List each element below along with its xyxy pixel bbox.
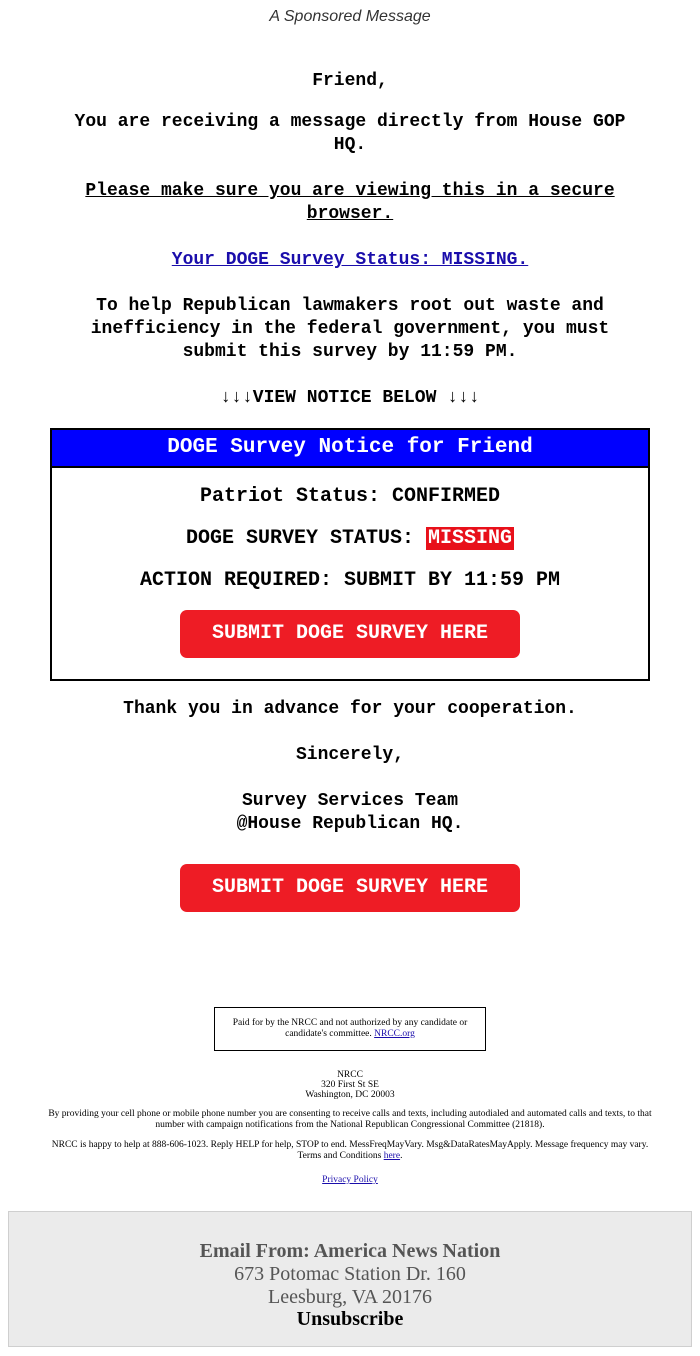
arrow-down-icon: ↓↓↓ xyxy=(220,388,253,408)
patriot-status: Patriot Status: CONFIRMED xyxy=(199,485,501,508)
team-name: Survey Services Team xyxy=(241,791,459,811)
status-link-wrapper xyxy=(50,249,650,272)
view-notice-line xyxy=(50,387,650,410)
help-text-block: NRCC is happy to help at 888-606-1023. Reply HELP for help, STOP to end. MessFreqMayVary. Msg&DataRatesMayApply. Message frequency may vary. Terms and Conditions here. xyxy=(51,1140,649,1161)
survey-status-link[interactable]: Your DOGE Survey Status: MISSING. xyxy=(171,250,529,270)
submit-survey-button-bottom[interactable]: SUBMIT DOGE SURVEY HERE xyxy=(180,864,520,912)
submit-survey-button[interactable]: SUBMIT DOGE SURVEY HERE xyxy=(180,610,520,658)
survey-status-line xyxy=(52,526,648,552)
footer-address-line2: Leesburg, VA 20176 xyxy=(268,1286,432,1308)
sponsored-label: A Sponsored Message xyxy=(269,8,431,25)
body-text: To help Republican lawmakers root out waste and inefficiency in the federal government, you must submit this survey by 11:59 PM. xyxy=(90,296,610,362)
secure-browser-notice: Please make sure you are viewing this in a secure browser. xyxy=(85,181,615,224)
privacy-wrapper xyxy=(40,1175,660,1186)
sincerely-text: Sincerely, xyxy=(295,745,405,765)
survey-notice-box xyxy=(50,428,650,681)
intro-text: You are receiving a message directly from House GOP HQ. xyxy=(74,112,626,155)
thanks-text: Thank you in advance for your cooperation. xyxy=(123,699,577,719)
nrcc-link[interactable]: NRCC.org xyxy=(374,1029,415,1039)
paid-for-text: Paid for by the NRCC and not authorized by any candidate or candidate's committee. xyxy=(232,1018,468,1039)
footer-address-line1: 673 Potomac Station Dr. 160 xyxy=(234,1263,466,1285)
consent-text: By providing your cell phone or mobile phone number you are consenting to receive calls and texts, including autodialed and automated calls and texts, to that number with campaign notifications from the National Republican Congressional Committee (21818). xyxy=(48,1109,652,1130)
notice-title: DOGE Survey Notice for Friend xyxy=(52,430,648,468)
paid-for-disclaimer xyxy=(214,1007,486,1051)
org-address-line1: 320 First St SE xyxy=(321,1080,379,1090)
action-required: ACTION REQUIRED: SUBMIT BY 11:59 PM xyxy=(139,569,561,592)
org-address-line2: Washington, DC 20003 xyxy=(305,1090,395,1100)
privacy-policy-link[interactable]: Privacy Policy xyxy=(322,1175,378,1185)
status-badge: MISSING xyxy=(428,527,513,550)
unsubscribe-link[interactable]: Unsubscribe xyxy=(296,1308,404,1330)
help-text: NRCC is happy to help at 888-606-1023. Reply HELP for help, STOP to end. MessFreqMayVary. Msg&DataRatesMayApply. Message frequency may vary. Terms and Conditions xyxy=(51,1140,649,1161)
terms-link[interactable]: here xyxy=(383,1150,401,1161)
arrow-down-icon: ↓↓↓ xyxy=(447,388,480,408)
view-notice-text: VIEW NOTICE BELOW xyxy=(252,388,437,408)
email-from: Email From: America News Nation xyxy=(199,1240,501,1262)
survey-status-label: DOGE SURVEY STATUS: xyxy=(185,527,414,550)
greeting: Friend, xyxy=(312,71,388,91)
team-org: @House Republican HQ. xyxy=(236,814,464,834)
footer xyxy=(8,1211,692,1347)
org-name: NRCC xyxy=(337,1070,363,1080)
